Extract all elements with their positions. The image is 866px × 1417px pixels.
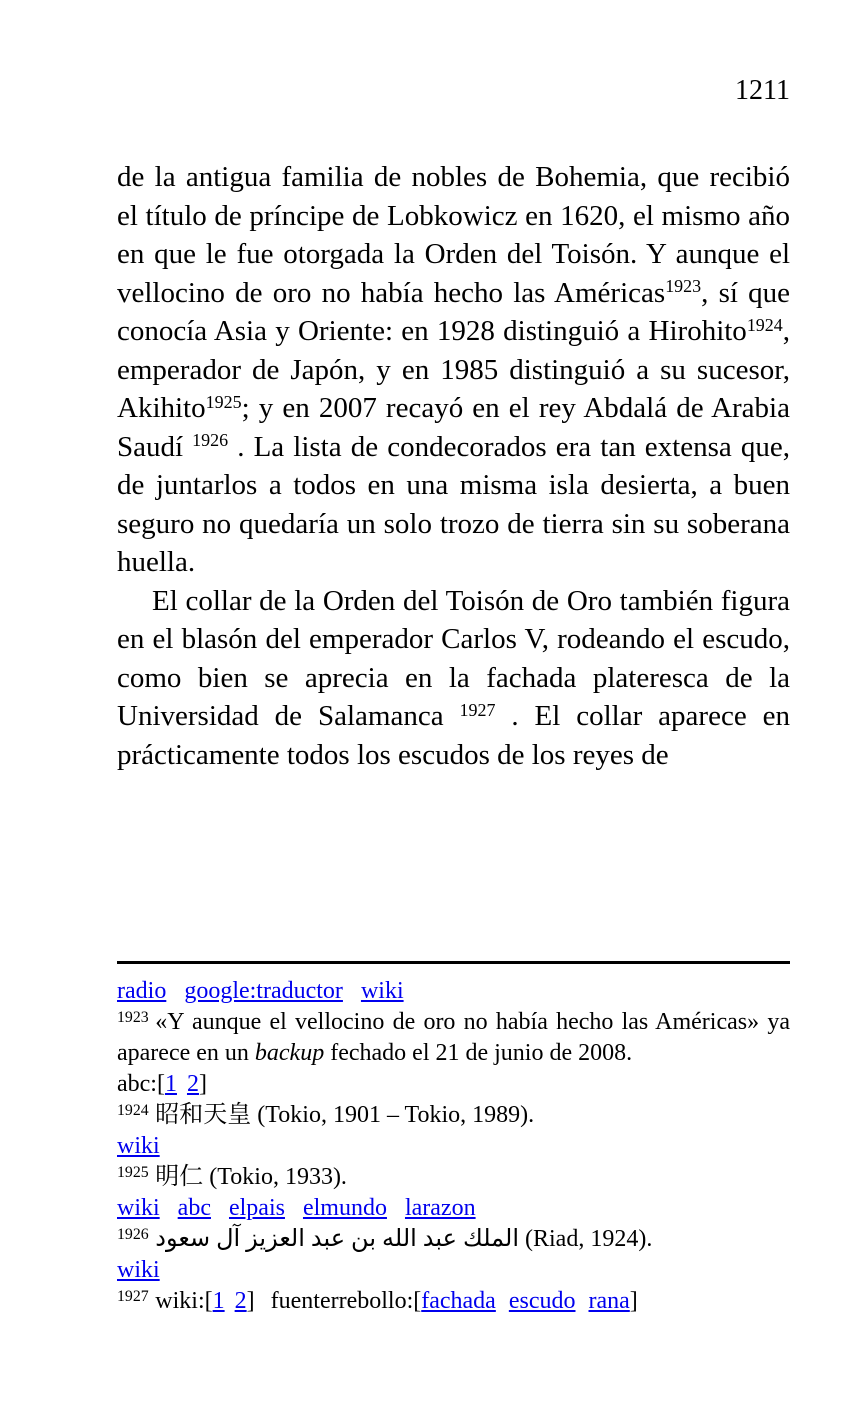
arabic-name-text: الملك عبد الله بن عبد العزيز آل سعود xyxy=(155,1226,519,1252)
link-radio[interactable]: radio xyxy=(117,978,167,1004)
source-label: ] xyxy=(629,1288,638,1314)
footnote-links-row-1 xyxy=(117,976,790,1007)
footnote-number-1925: 1925 xyxy=(117,1163,149,1181)
footnote-text: 明仁 (Tokio, 1933). xyxy=(155,1164,347,1190)
footnote-1924 xyxy=(117,1100,790,1131)
body-text: El collar de la Orden del Toisón de Oro también figura en el blasón del emperador Carlos V, rodeando el escudo, como bien se aprecia en la fachada plateresca de la Universidad de Salamanca xyxy=(117,584,790,732)
body-text: . El collar aparece en prácticamente todos los escudos de los reyes de xyxy=(117,700,790,771)
body-text: , emperador de Japón, y en 1985 distinguió a su sucesor, Akihito xyxy=(117,315,790,424)
footnote-1923-sources xyxy=(117,1069,790,1100)
footnote-1925 xyxy=(117,1162,790,1193)
footnote-ref-1927: 1927 xyxy=(459,699,496,720)
body-text: ; y en 2007 recayó en el rey Abdalá de Arabia Saudí xyxy=(117,392,790,463)
link-elpais[interactable]: elpais xyxy=(228,1195,285,1221)
footnote-number-1927: 1927 xyxy=(117,1287,149,1305)
paragraph-2 xyxy=(117,582,790,775)
footnote-1927 xyxy=(117,1286,790,1317)
footnote-text: «Y aunque el vellocino de oro no había hecho las Américas» ya aparece en un xyxy=(117,1009,790,1066)
link-wiki[interactable]: wiki xyxy=(117,1257,160,1283)
source-label: abc:[ xyxy=(117,1071,165,1097)
link-larazon[interactable]: larazon xyxy=(404,1195,476,1221)
paragraph-1 xyxy=(117,158,790,582)
footnote-1923 xyxy=(117,1007,790,1069)
footnote-text: fechado el 21 de junio de 2008. xyxy=(324,1040,633,1066)
source-label: fuenterrebollo:[ xyxy=(270,1288,422,1314)
source-label: ] xyxy=(198,1071,207,1097)
link-abc-1[interactable]: 1 xyxy=(164,1071,177,1097)
footnote-1926-links xyxy=(117,1255,790,1286)
link-fachada[interactable]: fachada xyxy=(421,1288,496,1314)
link-wiki-2[interactable]: 2 xyxy=(234,1288,247,1314)
link-wiki[interactable]: wiki xyxy=(117,1195,160,1221)
footnote-ref-1926: 1926 xyxy=(192,430,229,451)
source-label: ] xyxy=(246,1288,255,1314)
body-text: . La lista de condecorados era tan extensa que, de juntarlos a todos en una misma isla desierta, a buen seguro no quedaría un solo trozo de tierra sin su soberana huella. xyxy=(117,430,790,578)
footnote-ref-1925: 1925 xyxy=(205,391,242,412)
footnote-number-1926: 1926 xyxy=(117,1225,149,1243)
link-wiki-1[interactable]: 1 xyxy=(212,1288,225,1314)
link-wiki[interactable]: wiki xyxy=(360,978,404,1004)
footnote-number-1923: 1923 xyxy=(117,1008,149,1026)
footnote-separator xyxy=(117,961,790,964)
footnote-1926 xyxy=(117,1224,790,1255)
footnotes-section xyxy=(117,961,790,1317)
link-rana[interactable]: rana xyxy=(588,1288,630,1314)
body-text: de la antigua familia de nobles de Bohemia, que recibió el título de príncipe de Lobkowicz en 1620, el mismo año en que le fue otorgada la Orden del Toisón. Y aunque el vellocino de oro no había hecho las Américas xyxy=(117,161,790,309)
footnote-number-1924: 1924 xyxy=(117,1101,149,1119)
footnote-text: 昭和天皇 (Tokio, 1901 – Tokio, 1989). xyxy=(155,1102,535,1128)
link-abc[interactable]: abc xyxy=(177,1195,211,1221)
link-wiki[interactable]: wiki xyxy=(117,1133,160,1159)
body-text: , sí que conocía Asia y Oriente: en 1928 distinguió a Hirohito xyxy=(117,276,791,347)
footnote-1925-links xyxy=(117,1193,790,1224)
footnote-ref-1923: 1923 xyxy=(665,276,702,297)
link-abc-2[interactable]: 2 xyxy=(186,1071,199,1097)
footnote-1924-links xyxy=(117,1131,790,1162)
footnote-text: (Riad, 1924). xyxy=(519,1226,653,1252)
main-text xyxy=(117,158,790,774)
link-escudo[interactable]: escudo xyxy=(508,1288,576,1314)
link-elmundo[interactable]: elmundo xyxy=(302,1195,387,1221)
footnote-ref-1924: 1924 xyxy=(746,314,783,335)
link-google-traductor[interactable]: google:traductor xyxy=(184,978,343,1004)
source-label: wiki:[ xyxy=(155,1288,213,1314)
italic-word: backup xyxy=(254,1040,325,1066)
page-number: 1211 xyxy=(735,75,790,106)
